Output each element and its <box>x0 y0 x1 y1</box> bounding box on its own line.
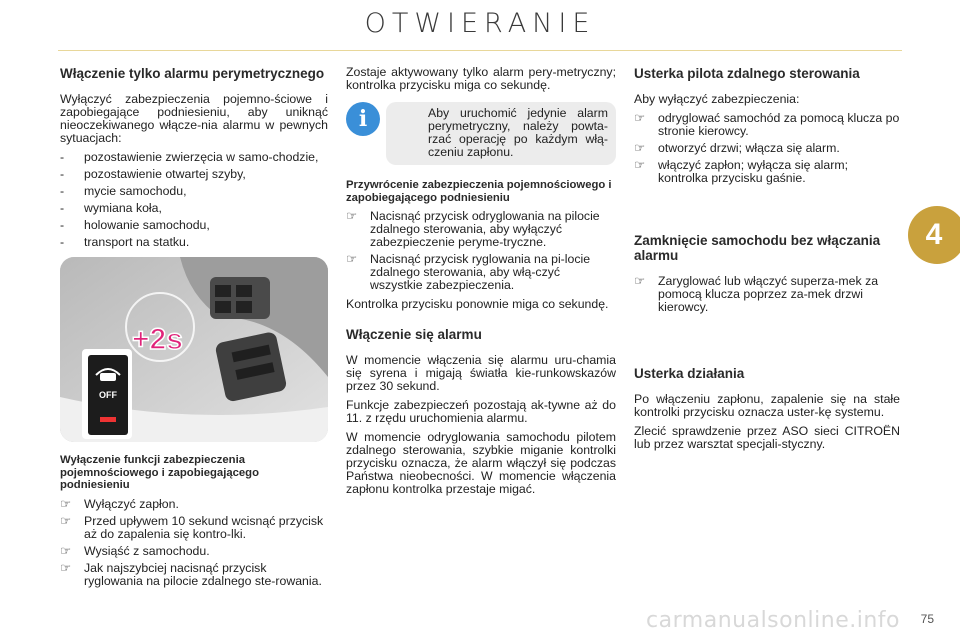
paragraph: Funkcje zabezpieczeń pozostają ak-tywne aż do 11. z rzędu uruchomienia alarmu. <box>346 398 616 425</box>
list-item: - transport na statku. <box>60 235 190 249</box>
list-item: ☞ włączyć zapłon; wyłącza się alarm; kontrolka przycisku gaśnie. <box>634 158 848 185</box>
list-item: - pozostawienie otwartej szyby, <box>60 167 246 181</box>
section-heading: Usterka działania <box>634 366 745 381</box>
paragraph: Zostaje aktywowany tylko alarm pery-metryczny; kontrolka przycisku miga co sekundę. <box>346 65 616 92</box>
off-button-label: OFF <box>99 390 117 400</box>
pointing-finger-icon: ☞ <box>634 141 646 155</box>
paragraph: Wyłączyć zabezpieczenia pojemno-ściowe i zapobiegające podniesieniu, aby uniknąć nieoczekiwanego włącze-nia alarmu w pewnych sytuacjach: <box>60 92 328 145</box>
dash-list <box>60 151 328 249</box>
pointing-finger-icon: ☞ <box>60 513 72 528</box>
section-heading: Usterka pilota zdalnego sterowania <box>634 66 860 81</box>
page-number: 75 <box>920 612 934 626</box>
column-2 <box>346 66 616 502</box>
info-icon: i <box>346 102 380 136</box>
info-text: Aby uruchomić jedynie alarm perymetryczny, należy powta-rzać operację po każdym włą-czeniu zapłonu. <box>428 106 608 159</box>
dash-bullet: - <box>60 167 65 181</box>
pointing-finger-icon: ☞ <box>60 496 72 511</box>
section-heading: Włączenie tylko alarmu perymetrycznego <box>60 66 325 81</box>
dash-bullet: - <box>60 184 65 198</box>
list-item: ☞ Jak najszybciej nacisnąć przycisk ryglowania na pilocie zdalnego ste-rowania. <box>60 560 322 588</box>
pointing-finger-icon: ☞ <box>634 111 646 125</box>
watermark: carmanualsonline.info <box>646 608 900 633</box>
list-item: ☞ Przed upływem 10 sekund wcisnąć przycisk aż do zapalenia się kontro-lki. <box>60 513 324 541</box>
dashboard-illustration <box>60 257 328 442</box>
column-1 <box>60 66 328 594</box>
pointing-finger-icon: ☞ <box>634 158 646 172</box>
list-item: ☞ Nacisnąć przycisk ryglowania na pi-locie zdalnego sterowania, aby włą-czyć wszystkie zabezpieczenia. <box>346 252 591 292</box>
dash-bullet: - <box>60 235 65 249</box>
column-3 <box>634 66 900 457</box>
section-heading: Przywrócenie zabezpieczenia pojemnościowego i zapobiegającego podniesieniu <box>346 179 612 204</box>
paragraph: Aby wyłączyć zabezpieczenia: <box>634 92 800 106</box>
dash-bullet: - <box>60 218 65 232</box>
list-item: - wymiana koła, <box>60 201 162 215</box>
dash-bullet: - <box>60 201 65 215</box>
list-item: ☞ Nacisnąć przycisk odryglowania na pilocie zdalnego sterowania, aby wyłączyć zabezpieczenie peryme-tryczne. <box>346 209 600 249</box>
paragraph: Zlecić sprawdzenie przez ASO sieci CITROËN lub przez warsztat specjali-styczny. <box>634 424 900 451</box>
section-heading: Zamknięcie samochodu bez włączania alarmu <box>634 233 881 263</box>
dash-bullet: - <box>60 150 65 164</box>
dashboard-photo <box>60 257 328 442</box>
list-item: - holowanie samochodu, <box>60 218 210 232</box>
pointing-finger-icon: ☞ <box>346 209 358 223</box>
paragraph: W momencie odryglowania samochodu pilotem zdalnego sterowania, szybkie miganie kontrolki przycisku oznacza, że alarm włączył się podczas Państwa nieobecności. W momencie włączenia zapłonu kontrolka przestaje migać. <box>346 430 616 496</box>
list-item: ☞ Zaryglować lub włączyć superza-mek za pomocą klucza poprzez za-mek drzwi kierowcy. <box>634 274 879 314</box>
step-list <box>634 275 900 314</box>
pointing-finger-icon: ☞ <box>60 543 72 558</box>
list-item: ☞ odryglować samochód za pomocą klucza po stronie kierowcy. <box>634 111 900 138</box>
header-divider <box>58 50 902 51</box>
step-list <box>346 210 616 292</box>
section-heading: Włączenie się alarmu <box>346 327 482 342</box>
paragraph: W momencie włączenia się alarmu uru-chamia się syrena i migają światła kie-runkowskazów przez 30 sekund. <box>346 353 616 393</box>
paragraph: Po włączeniu zapłonu, zapalenie się na stałe kontrolki przycisku oznacza uster-kę systemu. <box>634 392 900 419</box>
page-title: OTWIERANIE <box>364 8 596 39</box>
list-item: - pozostawienie zwierzęcia w samo-chodzie, <box>60 150 319 164</box>
pointing-finger-icon: ☞ <box>634 274 646 288</box>
paragraph: Kontrolka przycisku ponownie miga co sekundę. <box>346 297 609 311</box>
list-item: ☞ Wyłączyć zapłon. <box>60 496 179 511</box>
pointing-finger-icon: ☞ <box>346 252 358 266</box>
section-heading: Wyłączenie funkcji zabezpieczenia pojemnościowego i zapobiegającego podniesieniu <box>60 454 259 491</box>
info-note <box>358 102 616 165</box>
two-seconds-badge: +2s <box>132 323 183 356</box>
list-item: ☞ otworzyć drzwi; włącza się alarm. <box>634 141 840 155</box>
chapter-tab: 4 <box>908 206 960 264</box>
list-item: ☞ Wysiąść z samochodu. <box>60 543 210 558</box>
list-item: - mycie samochodu, <box>60 184 187 198</box>
step-list <box>60 498 328 588</box>
step-list <box>634 112 900 185</box>
pointing-finger-icon: ☞ <box>60 560 72 575</box>
